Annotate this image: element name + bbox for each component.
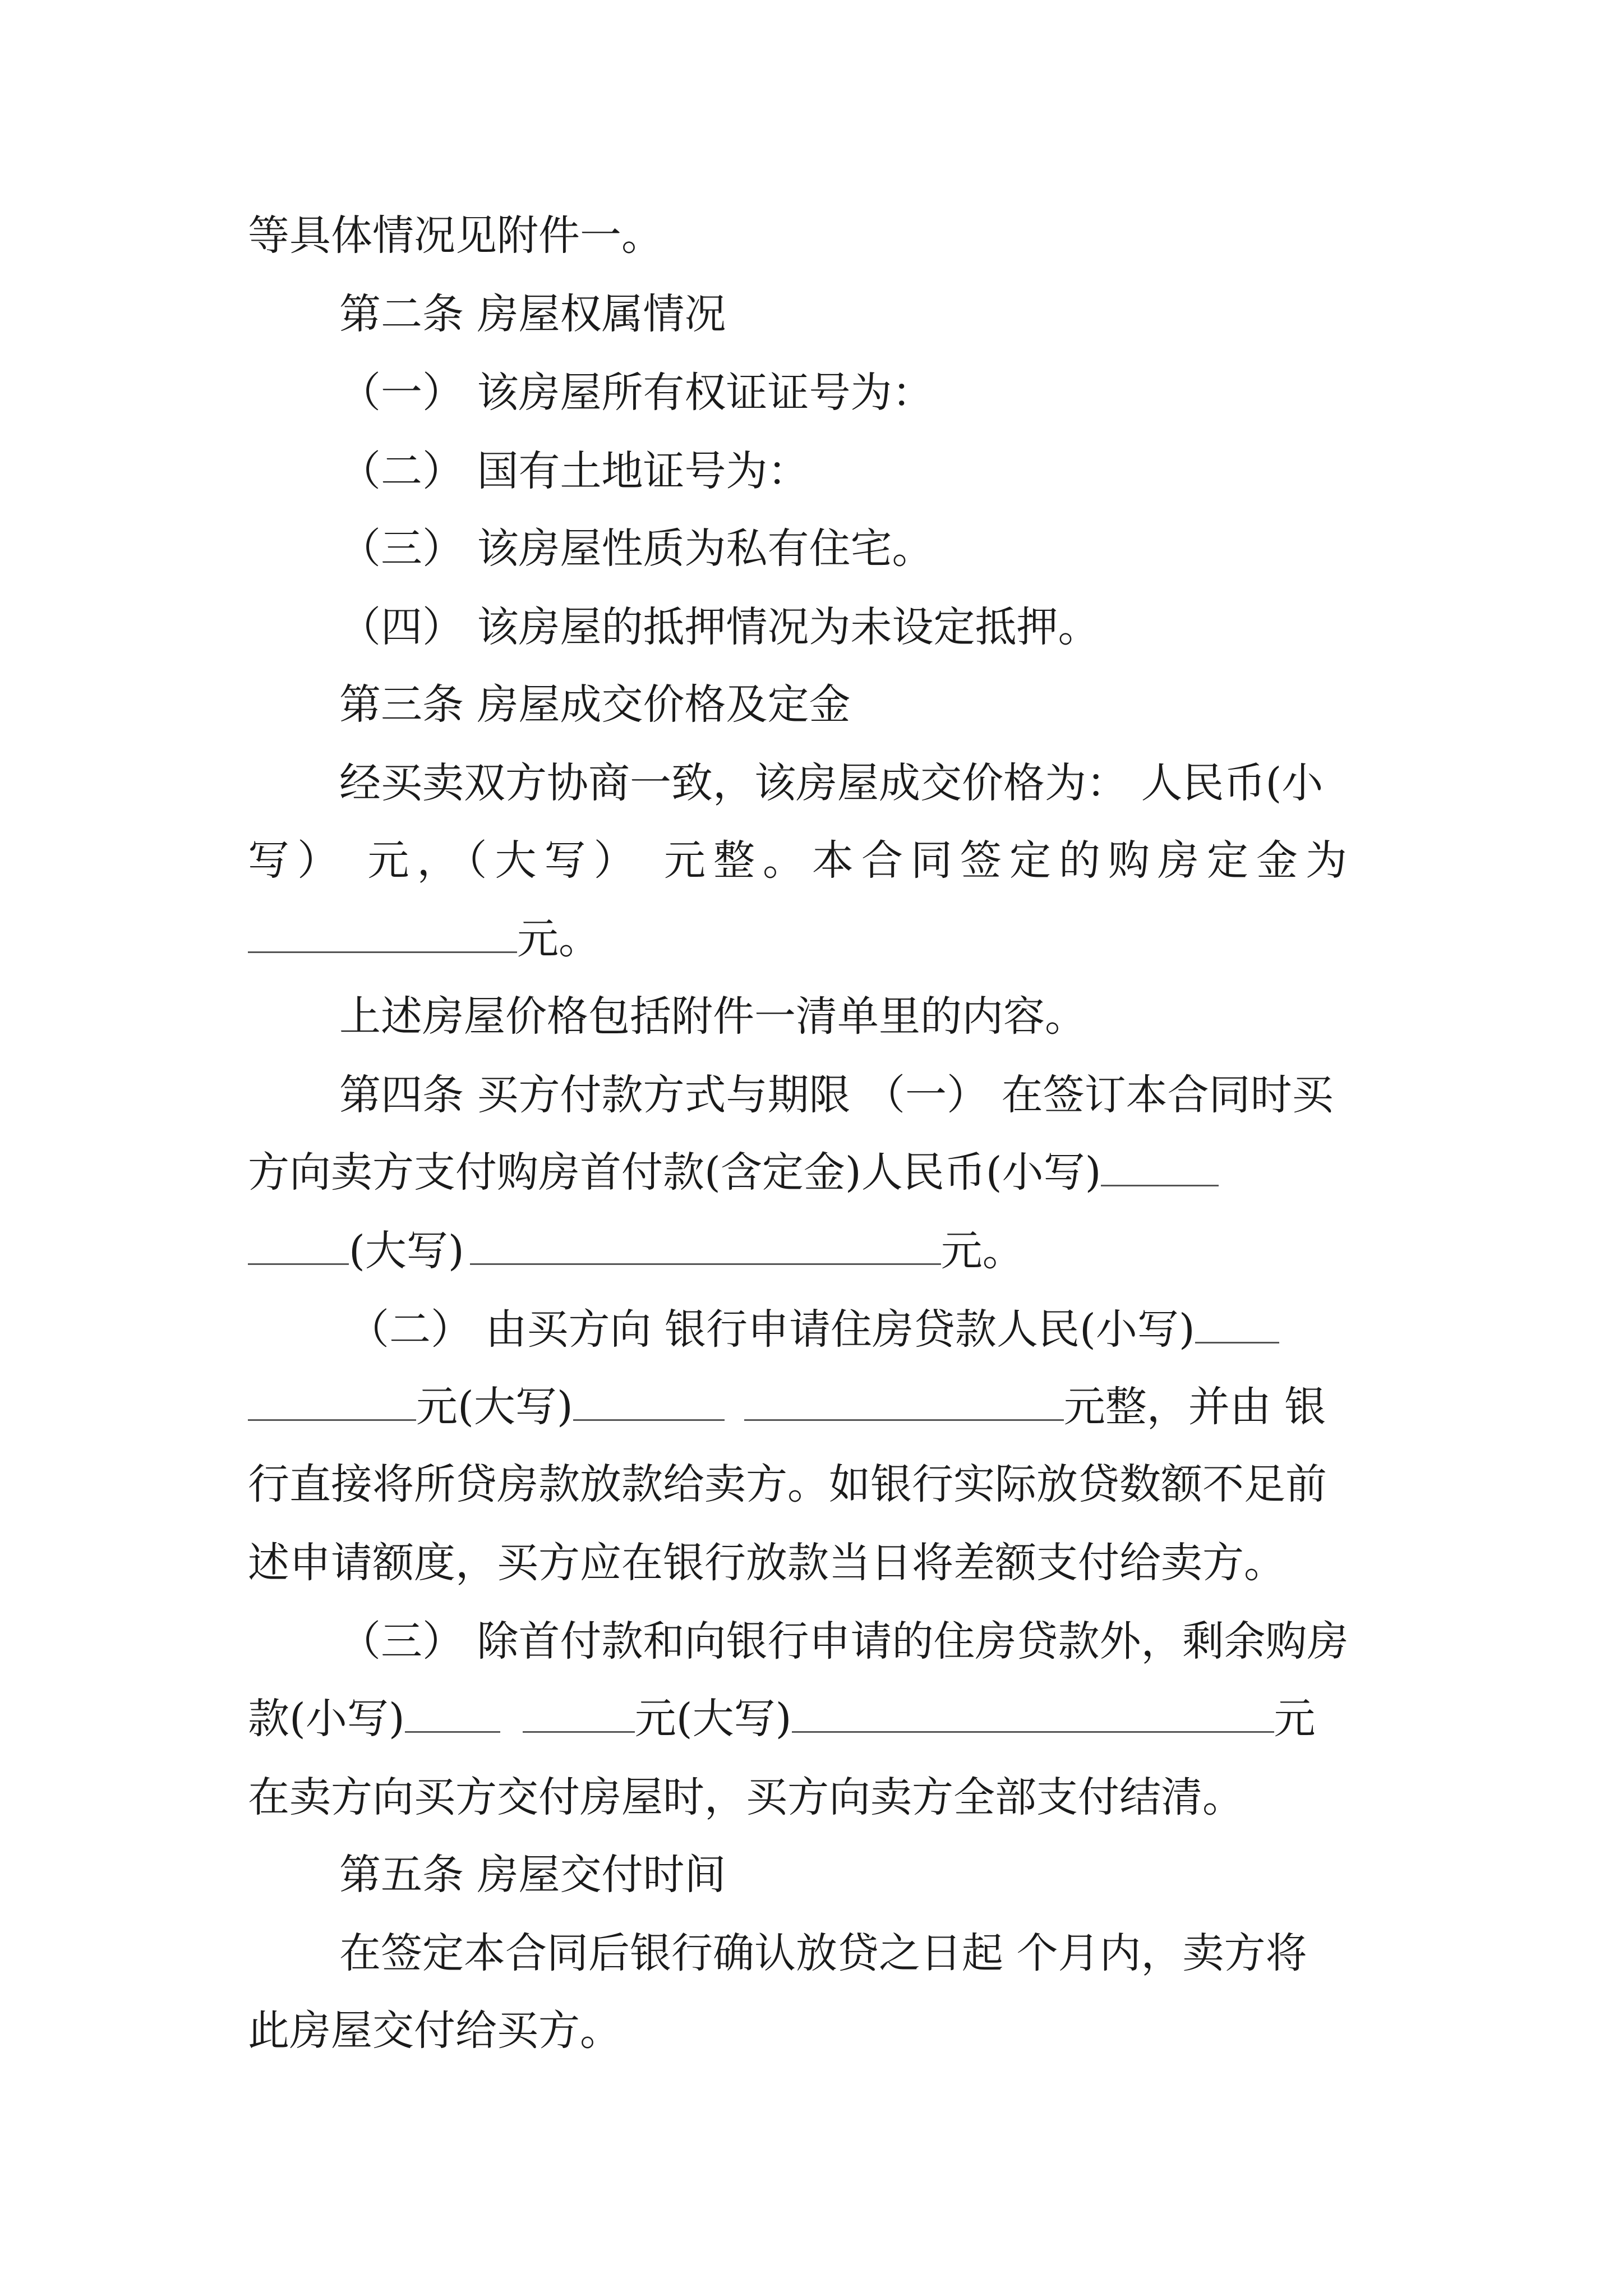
text-line <box>348 1296 1381 1363</box>
text-line <box>248 1139 1381 1206</box>
text-segment: 元整，并由 银 <box>1063 1383 1326 1431</box>
text-segment: 元(大写) <box>634 1695 792 1743</box>
text-segment: 元。 <box>517 915 600 963</box>
blank-field <box>573 1380 725 1421</box>
blank-field <box>248 1224 349 1265</box>
text-segment: 元 <box>1274 1695 1316 1743</box>
article-heading: 第四条 买方付款方式与期限 （一） 在签订本合同时买 <box>339 1071 1334 1119</box>
text-segment: 元(大写) <box>416 1383 573 1431</box>
text-line: 在签定本合同后银行确认放贷之日起 个月内，卖方将 <box>339 1929 1307 1977</box>
text-line: 行直接将所贷房款放款给卖方。如银行实际放贷数额不足前 <box>248 1460 1327 1508</box>
text-line: （四） 该房屋的抵押情况为未设定抵押。 <box>339 603 1100 651</box>
text-line: （一） 该房屋所有权证证号为： <box>339 369 934 417</box>
blank-field <box>248 912 517 953</box>
text-line: 在卖方向买方交付房屋时，买方向卖方全部支付结清。 <box>248 1773 1244 1821</box>
text-line <box>248 1217 1381 1285</box>
text-segment: 方向卖方支付购房首付款(含定金)人民币(小写) <box>248 1148 1101 1197</box>
text-line: （三） 该房屋性质为私有住宅。 <box>339 524 934 573</box>
text-segment: 元。 <box>940 1227 1024 1275</box>
blank-field <box>1101 1145 1219 1186</box>
text-line <box>248 1685 1381 1752</box>
text-line: 上述房屋价格包括附件一清单里的内容。 <box>339 992 1086 1041</box>
text-segment: （二） 由买方向 银行申请住房贷款人民(小写) <box>348 1305 1195 1354</box>
text-line: 述申请额度，买方应在银行放款当日将差额支付给卖方。 <box>248 1539 1285 1587</box>
text-line <box>248 905 1381 973</box>
text-line: 写） 元，（大写） 元整。本合同签定的购房定金为 <box>248 836 1355 885</box>
article-heading: 第二条 房屋权属情况 <box>339 290 726 338</box>
text-line: 等具体情况见附件一。 <box>248 211 663 260</box>
blank-field <box>405 1692 500 1733</box>
text-line: （二） 国有土地证号为： <box>339 447 809 495</box>
text-line: （三） 除首付款和向银行申请的住房贷款外，剩余购房 <box>339 1617 1349 1665</box>
blank-field <box>470 1224 941 1265</box>
blank-field <box>523 1692 635 1733</box>
article-heading: 第五条 房屋交付时间 <box>339 1851 726 1899</box>
text-segment: 款(小写) <box>248 1695 405 1743</box>
text-line <box>248 1373 1381 1441</box>
article-heading: 第三条 房屋成交价格及定金 <box>339 680 851 729</box>
blank-field <box>744 1380 1064 1421</box>
text-segment: (大写) <box>349 1227 464 1275</box>
text-line: 经买卖双方协商一致，该房屋成交价格为： 人民币(小 <box>339 759 1324 807</box>
text-line: 此房屋交付给买方。 <box>248 2007 621 2055</box>
blank-field <box>792 1692 1274 1733</box>
blank-field <box>1195 1303 1279 1343</box>
blank-field <box>248 1380 416 1421</box>
